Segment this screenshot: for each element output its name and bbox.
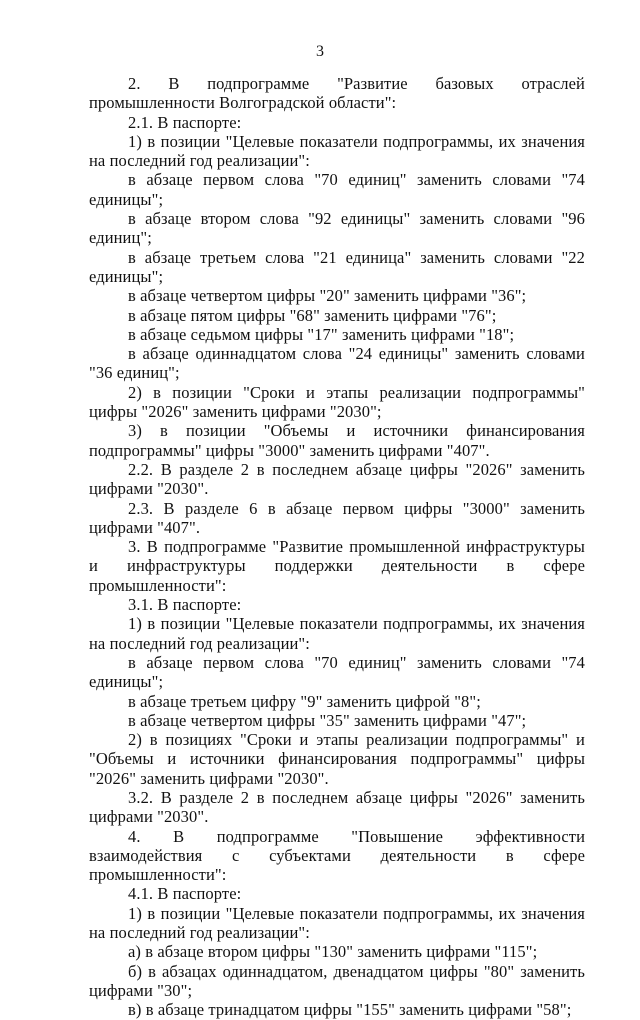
paragraph: 2. В подпрограмме "Развитие базовых отраслей промышленности Волгоградской области": — [89, 74, 585, 113]
paragraph: 1) в позиции "Целевые показатели подпрограммы, их значения на последний год реализации": — [89, 131, 585, 171]
paragraph: 2) в позиции "Сроки и этапы реализации подпрограммы" цифры "2026" заменить цифрами "2030"; — [89, 382, 585, 422]
paragraph: в абзаце пятом цифры "68" заменить цифрами "76"; — [128, 305, 497, 325]
paragraph: 4.1. В паспорте: — [128, 884, 242, 904]
paragraph: 3. В подпрограмме "Развитие промышленной инфраструктуры и инфраструктуры поддержки деятельности в сфере промышленности": — [89, 537, 585, 595]
paragraph: в абзаце третьем цифру "9" заменить цифрой "8"; — [128, 691, 481, 711]
paragraph: 3.1. В паспорте: — [128, 595, 242, 615]
paragraph: 4. В подпрограмме "Повышение эффективности взаимодействия с субъектами деятельности в сфере промышленности": — [89, 826, 585, 885]
paragraph: в абзаце третьем слова "21 единица" заменить словами "22 единицы"; — [89, 247, 585, 286]
paragraph: 1) в позиции "Целевые показатели подпрограммы, их значения на последний год реализации": — [89, 903, 585, 943]
paragraph: 3) в позиции "Объемы и источники финансирования подпрограммы" цифры "3000" заменить цифрами "407". — [89, 421, 585, 460]
paragraph: 3.2. В разделе 2 в последнем абзаце цифры "2026" заменить цифрами "2030". — [89, 787, 585, 827]
paragraph: а) в абзаце втором цифры "130" заменить цифрами "115"; — [128, 942, 538, 962]
paragraph: в абзаце одиннадцатом слова "24 единицы" заменить словами "36 единиц"; — [89, 344, 585, 383]
paragraph: 2.3. В разделе 6 в абзаце первом цифры "3000" заменить цифрами "407". — [89, 498, 585, 537]
paragraph: в абзаце четвертом цифры "35" заменить цифрами "47"; — [128, 710, 527, 730]
paragraph: б) в абзацах одиннадцатом, двенадцатом цифры "80" заменить цифрами "30"; — [89, 961, 585, 1000]
paragraph: в абзаце втором слова "92 единицы" заменить словами "96 единиц"; — [89, 209, 585, 248]
paragraph: 1) в позиции "Целевые показатели подпрограммы, их значения на последний год реализации": — [89, 614, 585, 653]
paragraph: в абзаце первом слова "70 единиц" заменить словами "74 единицы"; — [89, 652, 585, 692]
page-number: 3 — [316, 43, 324, 60]
paragraph: в) в абзаце тринадцатом цифры "155" заменить цифрами "58"; — [128, 1000, 572, 1020]
paragraph: в абзаце седьмом цифры "17" заменить цифрами "18"; — [128, 324, 515, 344]
paragraph: 2.1. В паспорте: — [128, 112, 242, 132]
document-body — [89, 74, 585, 1020]
paragraph: 2) в позициях "Сроки и этапы реализации подпрограммы" и "Объемы и источники финансирования подпрограммы" цифры "2026" заменить цифрами "2030". — [89, 730, 585, 788]
paragraph: 2.2. В разделе 2 в последнем абзаце цифры "2026" заменить цифрами "2030". — [89, 459, 585, 499]
paragraph: в абзаце первом слова "70 единиц" заменить словами "74 единицы"; — [89, 170, 585, 209]
paragraph: в абзаце четвертом цифры "20" заменить цифрами "36"; — [128, 286, 527, 306]
